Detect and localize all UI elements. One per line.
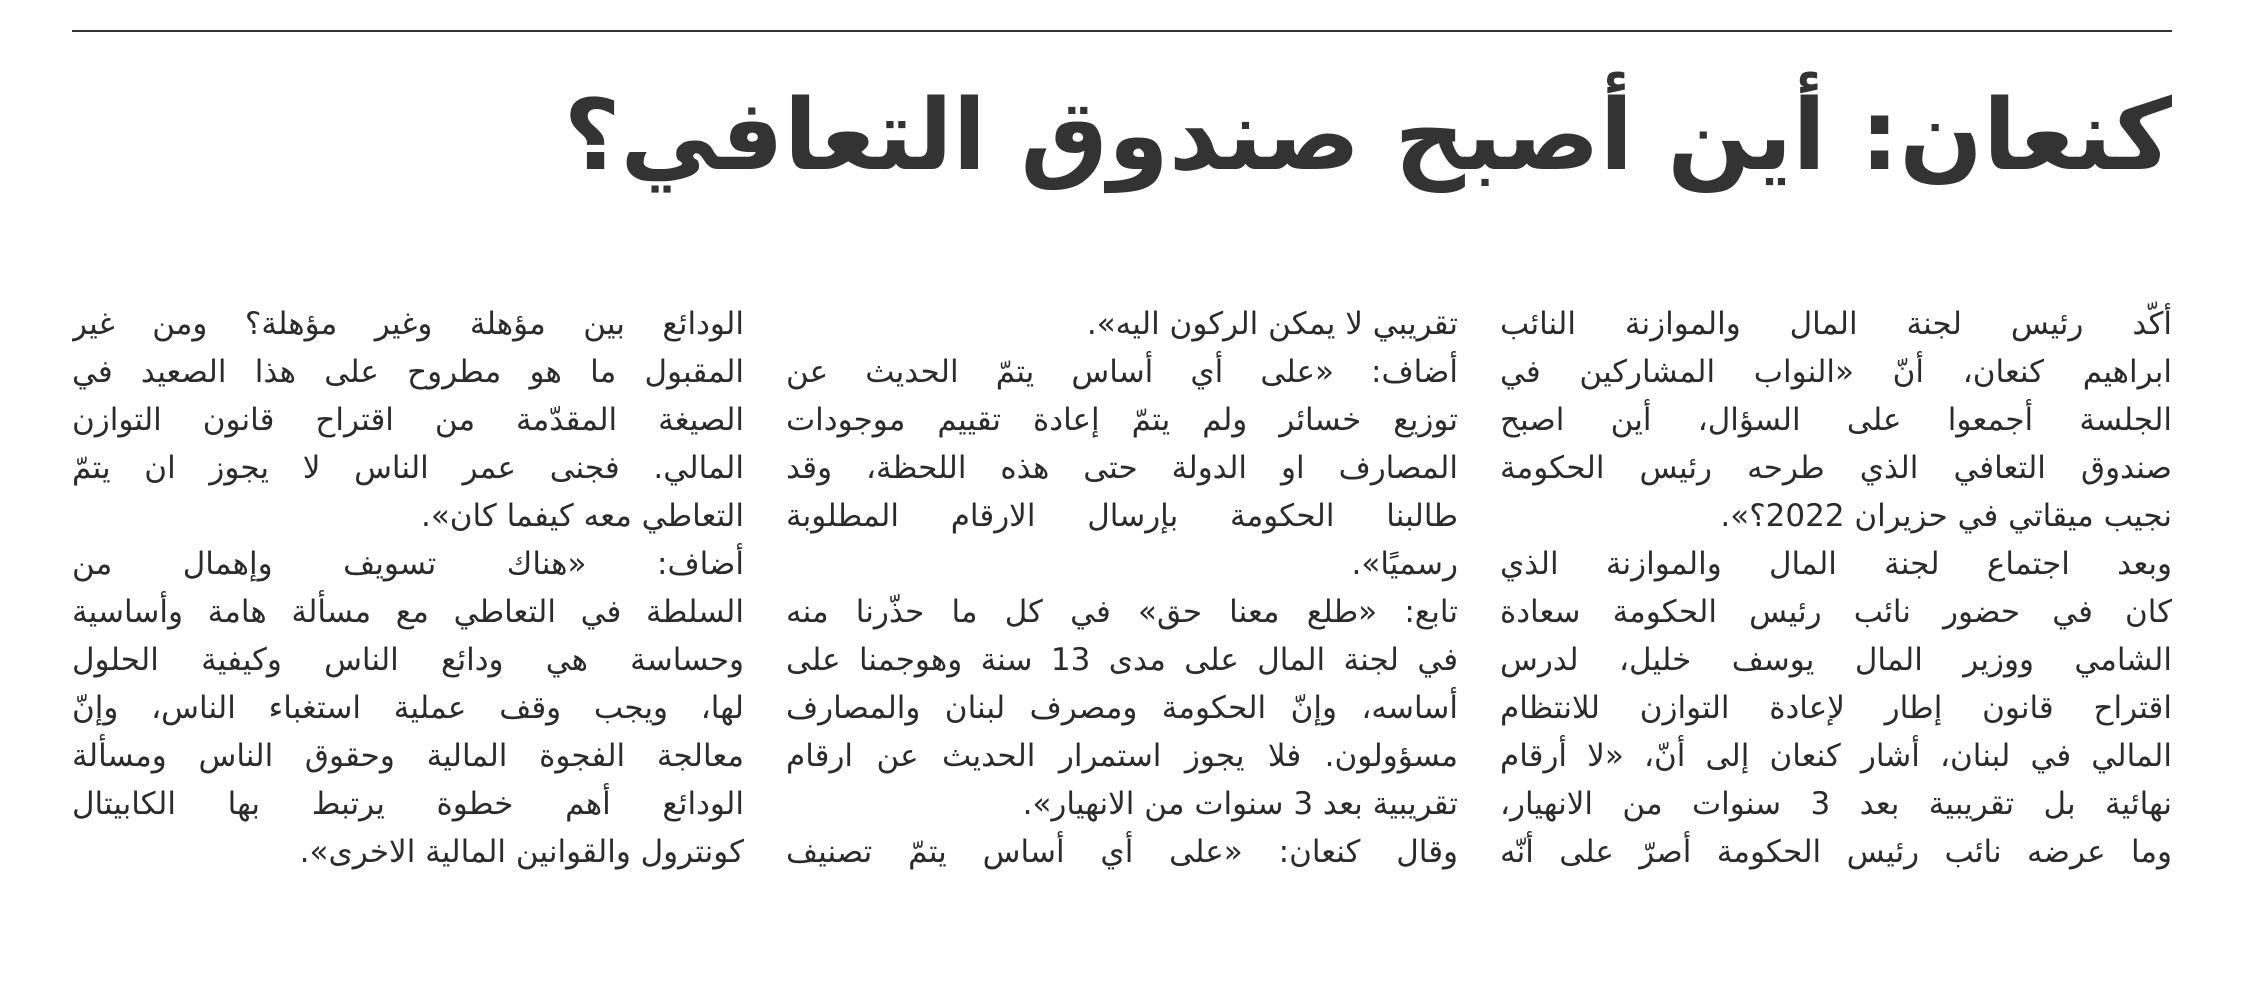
- text-line: صندوق التعافي الذي طرحه رئيس الحكومة: [1500, 450, 2172, 486]
- text-line: أساسه، وإنّ الحكومة ومصرف لبنان والمصارف: [786, 690, 1458, 726]
- text-line: تابع: «طلع معنا حق» في كل ما حذّرنا منه: [786, 594, 1458, 630]
- text-line: الودائع أهم خطوة يرتبط بها الكابيتال: [72, 786, 744, 822]
- text-line: معالجة الفجوة المالية وحقوق الناس ومسألة: [72, 738, 744, 774]
- top-rule: [72, 30, 2172, 32]
- text-line: الودائع بين مؤهلة وغير مؤهلة؟ ومن غير: [72, 306, 744, 342]
- text-line: كونترول والقوانين المالية الاخرى».: [299, 834, 744, 870]
- text-line: مسؤولون. فلا يجوز استمرار الحديث عن ارقام: [786, 738, 1458, 774]
- article-column-2: [786, 300, 1458, 930]
- text-line: المقبول ما هو مطروح على هذا الصعيد في: [72, 354, 744, 390]
- text-line: الصيغة المقدّمة من اقتراح قانون التوازن: [72, 402, 744, 438]
- text-line: لها، ويجب وقف عملية استغباء الناس، وإنّ: [72, 690, 744, 726]
- text-line: وقال كنعان: «على أي أساس يتمّ تصنيف: [786, 834, 1458, 870]
- text-line: المصارف او الدولة حتى هذه اللحظة، وقد: [786, 450, 1458, 486]
- headline: كنعان: أين أصبح صندوق التعافي؟: [563, 79, 2172, 193]
- text-line: أضاف: «هناك تسويف وإهمال من: [72, 546, 744, 582]
- text-line: تقريبي لا يمكن الركون اليه».: [1086, 306, 1458, 342]
- text-line: أضاف: «على أي أساس يتمّ الحديث عن: [786, 354, 1458, 390]
- text-line: نجيب ميقاتي في حزيران 2022؟».: [1720, 498, 2172, 534]
- text-line: تقريبية بعد 3 سنوات من الانهيار».: [1022, 786, 1458, 822]
- text-line: كان في حضور نائب رئيس الحكومة سعادة: [1500, 594, 2172, 630]
- text-line: وما عرضه نائب رئيس الحكومة أصرّ على أنّه: [1500, 834, 2172, 870]
- text-line: المالي. فجنى عمر الناس لا يجوز ان يتمّ: [72, 450, 744, 486]
- text-line: التعاطي معه كيفما كان».: [420, 498, 744, 534]
- text-line: طالبنا الحكومة بإرسال الارقام المطلوبة: [786, 498, 1458, 534]
- text-line: وحساسة هي ودائع الناس وكيفية الحلول: [72, 642, 744, 678]
- text-line: أكّد رئيس لجنة المال والموازنة النائب: [1500, 306, 2172, 342]
- text-line: المالي في لبنان، أشار كنعان إلى أنّ، «لا أرقام: [1500, 738, 2172, 774]
- text-line: في لجنة المال على مدى 13 سنة وهوجمنا على: [786, 642, 1458, 678]
- text-line: رسميًا».: [1351, 546, 1458, 582]
- text-line: ابراهيم كنعان، أنّ «النواب المشاركين في: [1500, 354, 2172, 390]
- text-line: الجلسة أجمعوا على السؤال، أين اصبح: [1500, 402, 2172, 438]
- text-line: السلطة في التعاطي مع مسألة هامة وأساسية: [72, 594, 744, 630]
- text-line: اقتراح قانون إطار لإعادة التوازن للانتظام: [1500, 690, 2172, 726]
- text-line: نهائية بل تقريبية بعد 3 سنوات من الانهيار،: [1500, 786, 2172, 822]
- text-line: وبعد اجتماع لجنة المال والموازنة الذي: [1500, 546, 2172, 582]
- text-line: الشامي ووزير المال يوسف خليل، لدرس: [1500, 642, 2172, 678]
- text-line: توزيع خسائر ولم يتمّ إعادة تقييم موجودات: [786, 402, 1458, 438]
- article-column-3: [72, 300, 744, 930]
- article-column-1: [1500, 300, 2172, 930]
